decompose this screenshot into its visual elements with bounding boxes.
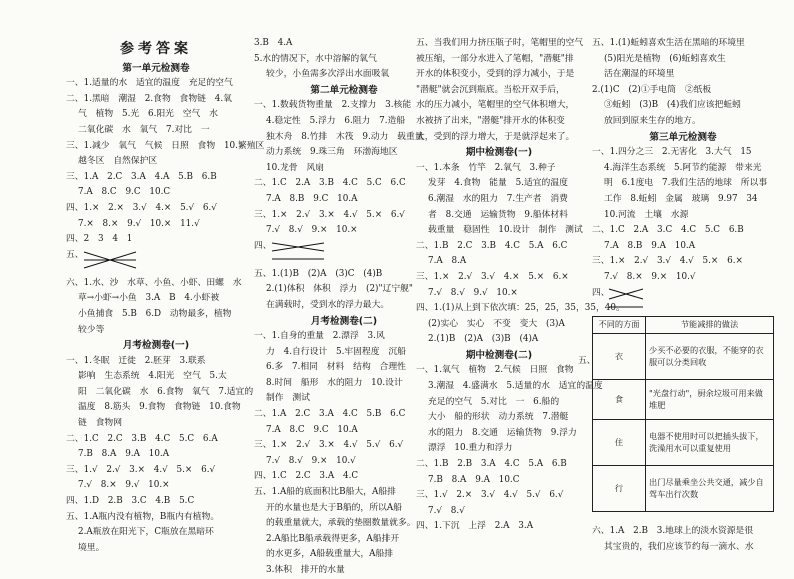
- answer-line: 力 4.自行设计 5.牢固程度 沉船: [266, 346, 406, 357]
- answer-line: 气 植物 5.光 6.阳光 空气 水: [78, 109, 218, 120]
- answer-line: 温度 8.筋头 9.食物 食物链 10.食物: [78, 402, 241, 413]
- answer-line: 三、1.√ 2.× 3.√ 4.√ 5.√ 6.√: [416, 490, 564, 501]
- answer-line: 五、1.A船的底面积比B船大，A船排: [254, 487, 396, 498]
- connect-lines-answer: [66, 248, 246, 276]
- answer-line: 载重量 稳固性 10.设计 制作 测试: [428, 225, 583, 236]
- answer-line: 一、1.冬眠 迁徙 2.胚芽 3.联系: [66, 355, 206, 366]
- answer-line: 2.A瓶放在阳光下，C瓶放在黑暗环: [78, 527, 214, 538]
- answer-line: (2)实心 实心 不变 变大 (3)A: [428, 318, 565, 329]
- answer-line: 制作 测试: [266, 393, 310, 404]
- answer-line: "潜艇"就会沉到瓶底。当松开双手后，: [416, 84, 565, 95]
- answer-line: 五、1.A瓶内没有植物，B瓶内有植物。: [66, 511, 220, 522]
- answer-line: 的载重量就大，承载的垫圈数量就多。: [266, 518, 416, 529]
- answer-line: 7.√ 8.√ 9.√ 10.×: [428, 287, 518, 298]
- answer-line: ③蚯蚓 (3)B (4)我们应该把蚯蚓: [604, 100, 741, 111]
- answer-line: 7.√ 8.√: [428, 505, 465, 516]
- answer-line: 其宝贵的，我们应该节约每一滴水、水: [604, 542, 754, 552]
- section-title-midterm1: 期中检测卷(一): [465, 147, 533, 159]
- match-answer: [66, 232, 246, 248]
- answer-line: 三、1.× 2.√ 3.√ 4.× 5.× 6.×: [416, 271, 569, 282]
- connect-label: 四、: [254, 240, 272, 251]
- answer-line: 五、当我们用力挤压瓶子时，笔帽里的空气: [416, 38, 584, 48]
- answer-line: 7.× 8.× 9.√ 10.× 11.√: [78, 218, 200, 229]
- answer-line: 开的水量也是大于B船的，所以A船: [266, 502, 402, 513]
- answer-line: 7.A 8.B 9.C 10.A: [266, 193, 358, 204]
- answer-line: 7.√ 8.× 9.√ 10.×: [78, 480, 170, 491]
- answer-line: 一、1.四分之三 2.无害化 3.大气 15: [592, 147, 752, 158]
- section-title-midterm2: 期中检测卷(二): [465, 349, 533, 361]
- answer-line: 7.B 8.A 9.A 10.C: [428, 474, 520, 485]
- answer-line: 较少，小鱼需多次浮出水面吸氧: [266, 69, 390, 80]
- answer-line: 10.河流 土壤 水源: [604, 209, 689, 220]
- answer-line: 一、1.自身的重量 2.漂浮 3.风: [254, 331, 385, 342]
- table-cell-tip: 少买不必要的衣服，不能穿的衣服可以分类回收: [646, 333, 774, 379]
- table-row: [593, 465, 774, 511]
- answer-line: 三、1.√ 2.√ 3.× 4.√ 5.× 6.√: [66, 464, 216, 475]
- answer-line: 六、1.水、沙 水草、小鱼、小虾、田螺 水: [66, 277, 242, 288]
- answer-line: 二、1.C 2.C 3.B 4.C 5.C 6.A: [66, 433, 218, 444]
- page-title: 参考答案: [120, 41, 192, 57]
- answer-line: 7.A 8.C 9.C 10.C: [78, 187, 171, 198]
- answer-line: 二、1.A 2.C 3.A 4.C 5.B 6.C: [254, 409, 406, 420]
- answer-line: 三、1.减少 氧气 气候 日照 食物 10.繁殖区: [66, 140, 265, 151]
- table-row: [593, 379, 774, 419]
- table-label: 五、: [578, 356, 596, 366]
- table-header-row: [593, 316, 774, 333]
- answer-line: 6.多 7.相同 材料 结构 合理性: [266, 362, 406, 373]
- answer-line: 7.√ 8.√ 9.× 10.√: [266, 455, 356, 466]
- answer-line: 阳 二氧化碳 水 6.食物 氧气 7.适宜的: [78, 386, 254, 397]
- table-cell-tip: 出门尽量乘坐公共交通，减少自驾车出行次数: [646, 465, 774, 511]
- answer-line: 三、1.A 2.C 3.A 4.A 5.B 6.B: [66, 171, 217, 182]
- answer-line: 充足的空气 5.对比 一 6.船的: [428, 396, 560, 407]
- answer-line: 8.时间 船形 水的阻力 10.设计: [266, 377, 403, 388]
- table-row: [593, 333, 774, 379]
- answer-line: 漂浮 10.重力和浮力: [428, 443, 513, 454]
- answer-line: 者 8.交通 运输货物 9.船体材料: [428, 209, 568, 220]
- answer-line: 2.(1)C (2)①手电筒 ②纸板: [592, 84, 712, 95]
- answer-line: 二、1.C 2.A 3.B 4.C 5.C 6.C: [254, 178, 406, 189]
- connect-lines-figure: [80, 248, 140, 272]
- answer-line: 工作 8.蚯蚓 金属 玻璃 9.97 34: [604, 193, 758, 204]
- answer-line: 7.√ 8.× 9.× 10.√: [604, 271, 696, 282]
- answer-line: 动力系统 9.珠三角 环渤海地区: [266, 147, 398, 158]
- table-row: [593, 419, 774, 465]
- answer-line: 二、1.C 2.A 3.C 4.C 5.C 6.B: [592, 225, 744, 236]
- connect-lines-figure: [268, 239, 328, 263]
- section-title-monthly2: 月考检测卷(二): [310, 315, 378, 327]
- section-title-unit2: 第二单元检测卷: [310, 84, 378, 96]
- answer-line: 2.(1)体积 体积 浮力 (2)"辽宁舰": [266, 284, 413, 295]
- answer-line: 水的压力减小，笔帽里的空气体积增大，: [416, 100, 575, 111]
- answer-line: 三、1.× 2.√ 3.× 4.√ 5.× 6.√: [254, 209, 405, 220]
- match-label: 四、: [66, 234, 84, 245]
- answer-line: 三、1.× 2.√ 3.√ 4.√ 5.× 6.×: [592, 256, 743, 267]
- table-cell-aspect: 衣: [593, 333, 646, 379]
- answer-line: 7.A 8.B 9.A 10.A: [604, 240, 696, 251]
- section-title-unit3: 第三单元检测卷: [649, 131, 717, 143]
- connect-lines-figure: [606, 286, 646, 310]
- connect-lines-answer: [254, 239, 434, 267]
- answer-line: 活在潮湿的环境里: [604, 69, 675, 80]
- answer-line: 一、1.本条 竹竿 2.氧气 3.种子: [416, 162, 556, 173]
- answer-line: 7.B 8.A 9.A 10.A: [78, 449, 170, 460]
- answer-line: 4.稳定性 5.浮力 6.阻力 7.造船: [266, 115, 406, 126]
- answer-line: 三、1.× 2.√ 3.× 4.√ 5.√ 6.√: [254, 440, 404, 451]
- answer-line: 四、1.C 2.C 3.A 4.C: [254, 471, 359, 482]
- answer-line: 3.潮湿 4.盛满水 5.适量的水 适宜的温度: [428, 381, 603, 392]
- answer-line: 二氧化碳 水 氧气 7.对比 一: [78, 124, 210, 135]
- answer-line: 越冬区 自然保护区: [78, 156, 158, 167]
- answer-line: 二、1.B 2.C 3.B 4.C 5.A 6.C: [416, 240, 568, 251]
- answer-line: 发芽 4.食物 能量 5.适宜的温度: [428, 178, 568, 189]
- answer-line: 五、1.(1)蚯蚓喜欢生活在黑暗的环境里: [592, 38, 745, 48]
- section-title-unit1: 第一单元检测卷: [122, 62, 190, 74]
- energy-saving-table: [592, 316, 774, 512]
- answer-line: 四、1.D 2.B 3.C 4.B 5.C: [66, 496, 195, 507]
- answer-line: 7.A 8.C 9.C 10.A: [266, 424, 358, 435]
- answer-line: 被压缩，一部分水进入了笔帽，"潜艇"排: [416, 53, 574, 64]
- answer-line: 6.潮湿 水的阻力 7.生产者 消费: [428, 193, 568, 204]
- answer-line: 大，受到的浮力增大，于是就浮起来了。: [416, 131, 575, 142]
- connect-label: 五、: [66, 249, 84, 260]
- answer-line: 草→小虾→小鱼 3.A B 4.小虾被: [78, 293, 220, 304]
- table-cell-tip: 电器不使用时可以把插头拔下，洗澡用水可以重复使用: [646, 419, 774, 465]
- answer-line: 二、1.B 2.B 3.A 4.C 5.A 6.B: [416, 459, 567, 470]
- answer-line: 放回到原来生存的地方。: [604, 115, 701, 126]
- section-title-monthly1: 月考检测卷(一): [122, 340, 190, 352]
- answer-line: 境里。: [78, 542, 105, 553]
- table-cell-tip: "光盘行动"，厨余垃圾可用来做堆肥: [646, 379, 774, 419]
- answer-line: 链 食物网: [78, 418, 122, 429]
- table-cell-aspect: 住: [593, 419, 646, 465]
- answer-line: 4.海洋生态系统 5.阿节约能源 带来光: [604, 162, 762, 173]
- answer-line: 四、1.(1)从上到下依次填：25，25，35，35，40。: [416, 303, 625, 314]
- answer-line: (5)阳光是植物 (6)蚯蚓喜欢生: [604, 53, 726, 64]
- answer-line: 7.A 8.A: [428, 256, 467, 267]
- table-header-aspect: 不同的方面: [593, 316, 646, 333]
- answer-line: 一、1.氧气 植物 2.气候 日照 食物: [416, 365, 574, 376]
- answer-line: 3.体积 排开的水量: [266, 565, 345, 575]
- answer-line: 小鱼捕食 5.B 6.D 动物最多，植物: [78, 308, 232, 319]
- answer-line: 二、1.黑暗 潮湿 2.食物 食物链 4.氧: [66, 93, 232, 104]
- column-4: [578, 36, 774, 512]
- connect-lines-answer: [592, 286, 774, 314]
- answer-line: 大小 船的形状 动力系统 7.潜艇: [428, 412, 569, 423]
- answer-line: 明 6.1度电 7.我们生活的地球 所以事: [604, 178, 768, 189]
- answer-line: 五、1.(1)B (2)A (3)C (4)B: [254, 268, 383, 279]
- answer-line: 四、1.下沉 上浮 2.A 3.A: [416, 521, 534, 532]
- match-numbers: 2 3 4 1: [83, 234, 133, 245]
- answer-line: 3.B 4.A: [254, 38, 293, 48]
- answer-line: 开水的体积变小，受到的浮力减小，于是: [416, 69, 575, 80]
- column-2: [254, 36, 434, 579]
- connect-label: 四、: [592, 287, 610, 298]
- answer-line: 水被挤了出来，"潜艇"排开水的体积变: [416, 115, 565, 126]
- answer-line: 六、1.A 2.B 3.地球上的淡水资源是很: [592, 526, 754, 536]
- table-header-tip: 节能减排的做法: [646, 316, 774, 333]
- answer-line: 7.√ 8.√ 9.× 10.×: [266, 225, 358, 236]
- answer-line: 在满载时，受到水的浮力最大。: [266, 299, 390, 310]
- answer-line: 独木舟 8.竹排 木筏 9.动力 载重量: [266, 131, 424, 142]
- answer-line: 2.A船比B船承载得更多，A船排开: [266, 533, 400, 544]
- answer-line: 较少等: [78, 324, 105, 335]
- table-cell-aspect: 食: [593, 379, 646, 419]
- answer-line: 5.水的情况下，水中溶解的氧气: [254, 53, 377, 64]
- answer-line: 的水更多，A船载重量大，A船排: [266, 549, 394, 560]
- column-1: [66, 36, 265, 556]
- answer-line: 2.(1)B (2)A (3)B (4)A: [428, 334, 539, 345]
- answer-line: 10.龙骨 风扇: [266, 162, 324, 173]
- answer-line: 影响 生态系统 4.阳光 空气 5.太: [78, 371, 227, 382]
- answer-line: 四、1.× 2.× 3.√ 4.× 5.√ 6.√: [66, 202, 217, 213]
- answer-line: 水的阻力 8.交通 运输货物 9.浮力: [428, 427, 577, 438]
- table-cell-aspect: 行: [593, 465, 646, 511]
- answer-line: 一、1.数载货物重量 2.支撑力 3.核能: [254, 100, 412, 111]
- answer-line: 一、1.适量的水 适宜的温度 充足的空气: [66, 78, 233, 89]
